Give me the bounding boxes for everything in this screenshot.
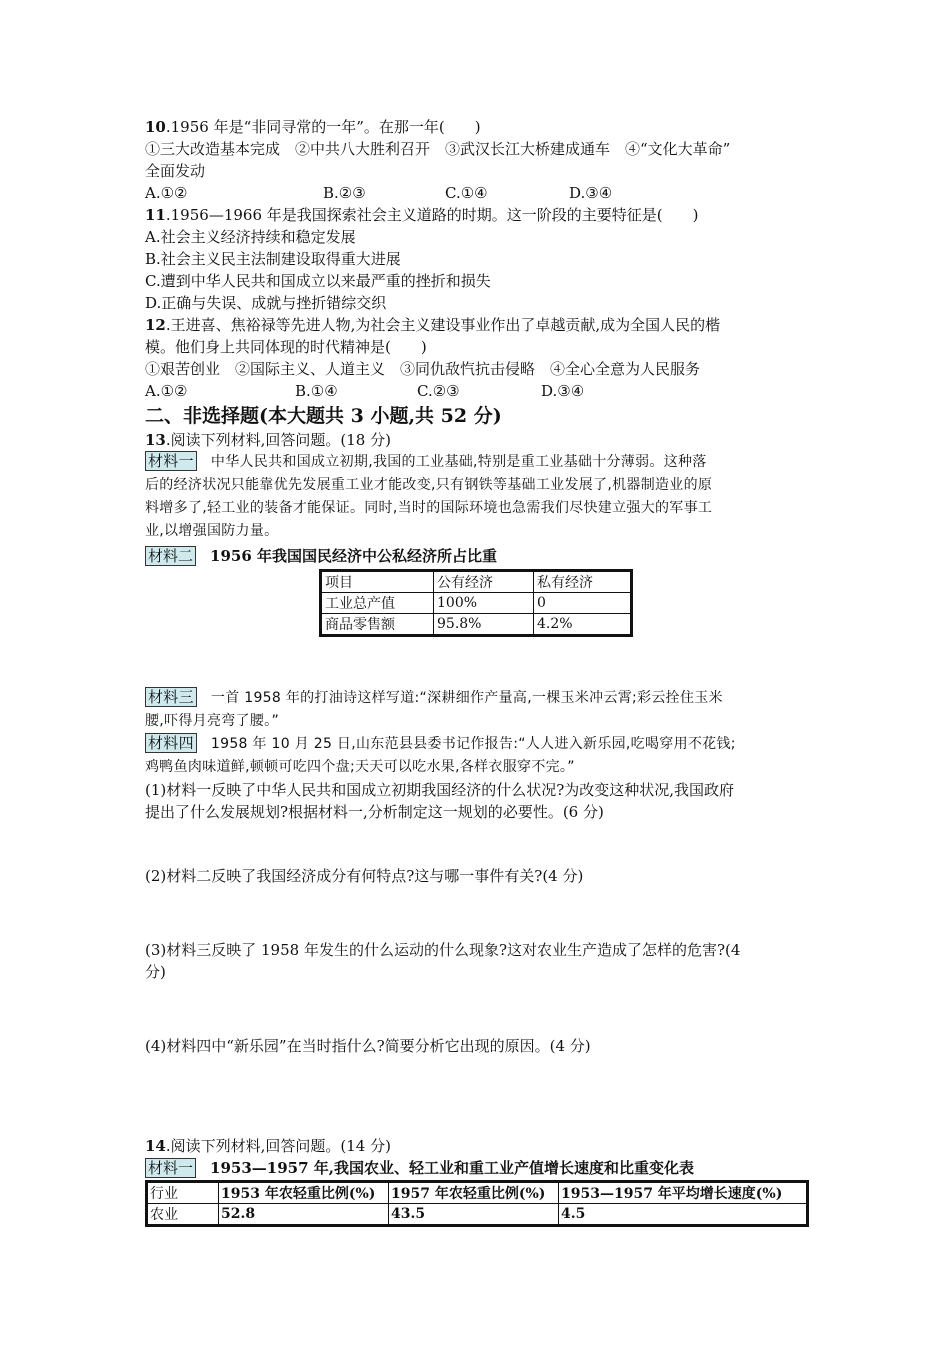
question-text: .阅读下列材料,回答问题。(18 分) [165,431,391,449]
question-12-stem [145,314,810,336]
question-10-options-cont: 全面发动 [145,162,206,180]
table-cell: 4.5 [559,1204,808,1226]
table-cell: 0 [534,593,632,614]
table-caption: 1953—1957 年,我国农业、轻工业和重工业产值增长速度和比重变化表 [210,1159,694,1177]
question-text: .1956—1966 年是我国探索社会主义道路的时期。这一阶段的主要特征是( ) [165,206,699,224]
sub-question-1-cont: 提出了什么发展规划?根据材料一,分析制定这一规划的必要性。(6 分) [145,803,604,821]
material-3 [145,687,810,733]
material-text: 1958 年 10 月 25 日,山东范县县委书记作报告:“人人进入新乐园,吃喝穿用不花钱; [210,736,736,752]
material-text: 中华人民共和国成立初期,我国的工业基础,特别是重工业基础十分薄弱。这种落 [210,454,707,470]
table-header: 行业 [147,1182,219,1204]
table-header: 私有经济 [534,571,632,593]
question-13-stem [145,429,810,451]
material-text: 料增多了,轻工业的装备才能保证。同时,当时的国际环境也急需我们尽快建立强大的军事工 [145,500,713,516]
question-10-choices [145,182,810,204]
choice-a[interactable]: A.①② [145,184,188,202]
choice-b[interactable]: B.社会主义民主法制建设取得重大进展 [145,250,401,268]
table-row [321,614,632,636]
question-text: .1956 年是“非同寻常的一年”。在那一年( ) [165,118,481,136]
question-text: .阅读下列材料,回答问题。(14 分) [165,1137,391,1155]
choice-b[interactable]: B.①④ [295,382,338,400]
table-caption: 1956 年我国国民经济中公私经济所占比重 [210,547,497,565]
table-header: 1957 年农轻重比例(%) [389,1182,559,1204]
table-row [147,1204,808,1226]
material-tag: 材料一 [145,451,197,471]
material-tag: 材料四 [145,733,197,753]
material-tag: 材料二 [145,546,196,566]
question-10-options: ①三大改造基本完成 ②中共八大胜利召开 ③武汉长江大桥建成通车 ④“文化大革命” [145,140,731,158]
question-14-stem [145,1135,810,1157]
table-cell: 100% [434,593,534,614]
table-header-row [321,571,632,593]
table-cell: 商品零售额 [321,614,434,636]
choice-b[interactable]: B.②③ [323,184,366,202]
question-12-choices [145,380,810,402]
question-number: 14 [145,1137,166,1155]
exam-page [145,116,810,1227]
question-text: .王进喜、焦裕禄等先进人物,为社会主义建设事业作出了卓越贡献,成为全国人民的楷 [165,316,721,334]
answer-space[interactable] [145,823,810,865]
ownership-table [319,569,633,637]
choice-c[interactable]: C.遭到中华人民共和国成立以来最严重的挫折和损失 [145,272,491,290]
table-header: 1953 年农轻重比例(%) [219,1182,389,1204]
material-text: 后的经济状况只能靠优先发展重工业才能改变,只有钢铁等基础工业发展了,机器制造业的原 [145,477,713,493]
question-11-stem [145,204,810,226]
choice-c[interactable]: C.②③ [417,382,460,400]
question-number: 13 [145,431,166,449]
sub-question-4: (4)材料四中“新乐园”在当时指什么?简要分析它出现的原因。(4 分) [145,1037,591,1055]
table-cell: 43.5 [389,1204,559,1226]
answer-space[interactable] [145,983,810,1035]
material-1 [145,1157,810,1179]
table-row [321,593,632,614]
table-cell: 4.2% [534,614,632,636]
material-tag: 材料一 [145,1158,196,1178]
material-text: 腰,吓得月亮弯了腰。” [145,713,280,729]
material-text: 一首 1958 年的打油诗这样写道:“深耕细作产量高,一棵玉米冲云霄;彩云拴住玉米 [210,690,723,706]
choice-d[interactable]: D.③④ [569,184,613,202]
choice-a[interactable]: A.①② [145,382,188,400]
table-cell: 工业总产值 [321,593,434,614]
table-header: 项目 [321,571,434,593]
material-tag: 材料三 [145,687,197,707]
question-12-options: ①艰苦创业 ②国际主义、人道主义 ③同仇敌忾抗击侵略 ④全心全意为人民服务 [145,360,701,378]
answer-space[interactable] [145,887,810,939]
sub-question-1: (1)材料一反映了中华人民共和国成立初期我国经济的什么状况?为改变这种状况,我国政府 [145,781,735,799]
sub-question-2: (2)材料二反映了我国经济成分有何特点?这与哪一事件有关?(4 分) [145,867,584,885]
table-header: 1953—1957 年平均增长速度(%) [559,1182,808,1204]
choice-d[interactable]: D.③④ [541,382,585,400]
table-cell: 农业 [147,1204,219,1226]
question-number: 11 [145,206,166,224]
material-4 [145,733,810,779]
table-cell: 95.8% [434,614,534,636]
choice-d[interactable]: D.正确与失误、成就与挫折错综交织 [145,294,387,312]
industry-table [145,1180,809,1227]
table-cell: 52.8 [219,1204,389,1226]
choice-a[interactable]: A.社会主义经济持续和稳定发展 [145,228,356,246]
table-header-row [147,1182,808,1204]
material-text: 鸡鸭鱼肉味道鲜,顿顿可吃四个盘;天天可以吃水果,各样衣服穿不完。” [145,759,575,775]
section-title: 二、非选择题(本大题共 3 小题,共 52 分) [145,405,502,427]
answer-space[interactable] [145,1057,810,1135]
question-10-stem [145,116,810,138]
question-number: 12 [145,316,166,334]
sub-question-3-cont: 分) [145,963,166,981]
table-header: 公有经济 [434,571,534,593]
material-1 [145,451,810,543]
material-text: 业,以增强国防力量。 [145,523,279,539]
question-number: 10 [145,118,166,136]
sub-question-3: (3)材料三反映了 1958 年发生的什么运动的什么现象?这对农业生产造成了怎样的危害?(4 [145,941,741,959]
material-2 [145,545,810,567]
choice-c[interactable]: C.①④ [445,184,488,202]
question-12-stem-cont: 模。他们身上共同体现的时代精神是( ) [145,338,427,356]
